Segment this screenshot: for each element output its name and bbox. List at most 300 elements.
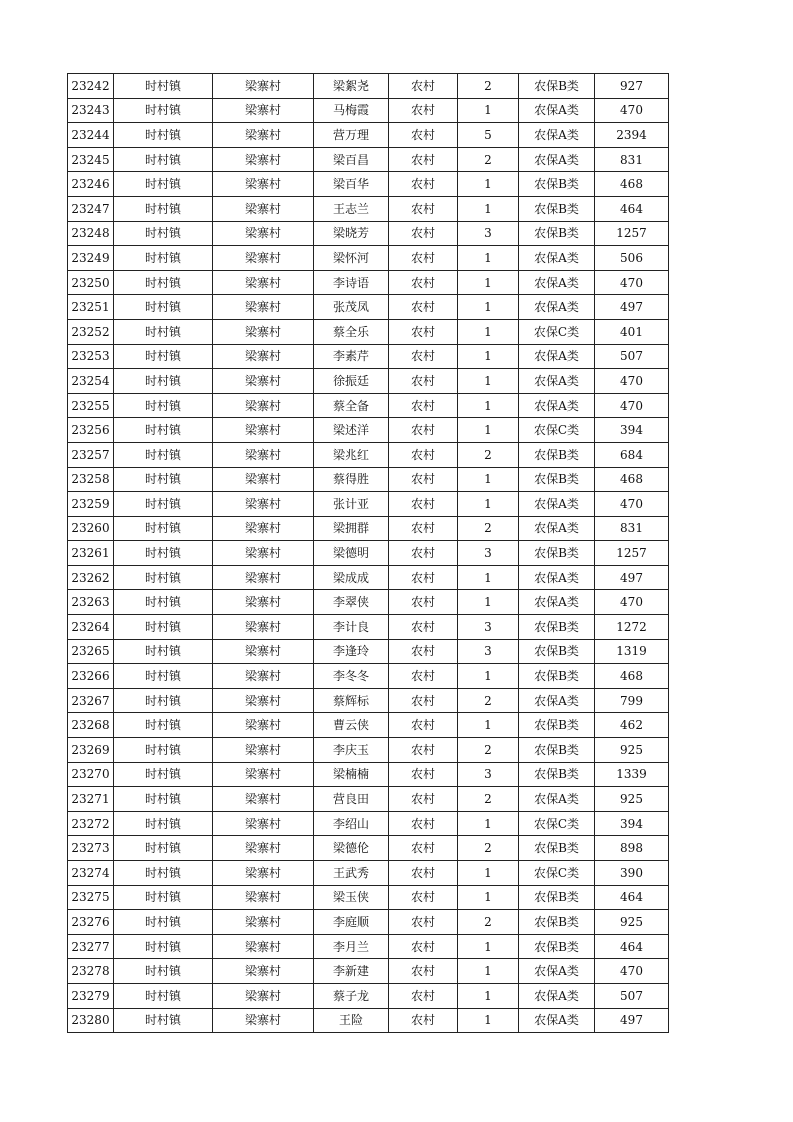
cell-count: 1 (458, 295, 519, 320)
table-row (68, 934, 669, 959)
cell-id: 23257 (68, 442, 114, 467)
cell-count: 2 (458, 147, 519, 172)
cell-name: 蔡子龙 (314, 983, 389, 1008)
table-row (68, 467, 669, 492)
cell-id: 23247 (68, 196, 114, 221)
cell-amount: 831 (595, 516, 669, 541)
cell-type: 农村 (389, 738, 458, 763)
cell-category: 农保A类 (519, 123, 595, 148)
cell-id: 23252 (68, 319, 114, 344)
cell-town: 时村镇 (114, 270, 213, 295)
cell-count: 2 (458, 836, 519, 861)
cell-name: 梁德明 (314, 541, 389, 566)
cell-village: 梁寨村 (213, 467, 314, 492)
cell-type: 农村 (389, 221, 458, 246)
cell-name: 张计亚 (314, 492, 389, 517)
cell-name: 梁百华 (314, 172, 389, 197)
cell-village: 梁寨村 (213, 1008, 314, 1033)
cell-id: 23280 (68, 1008, 114, 1033)
table-row (68, 98, 669, 123)
cell-category: 农保B类 (519, 713, 595, 738)
cell-amount: 470 (595, 492, 669, 517)
cell-village: 梁寨村 (213, 959, 314, 984)
cell-village: 梁寨村 (213, 541, 314, 566)
cell-count: 1 (458, 664, 519, 689)
cell-category: 农保A类 (519, 983, 595, 1008)
table-row (68, 565, 669, 590)
cell-category: 农保B类 (519, 836, 595, 861)
cell-amount: 470 (595, 369, 669, 394)
cell-name: 李绍山 (314, 811, 389, 836)
cell-type: 农村 (389, 934, 458, 959)
cell-type: 农村 (389, 172, 458, 197)
cell-id: 23265 (68, 639, 114, 664)
cell-village: 梁寨村 (213, 172, 314, 197)
cell-id: 23246 (68, 172, 114, 197)
cell-type: 农村 (389, 836, 458, 861)
cell-name: 李月兰 (314, 934, 389, 959)
cell-id: 23245 (68, 147, 114, 172)
cell-amount: 506 (595, 246, 669, 271)
cell-category: 农保B类 (519, 934, 595, 959)
cell-village: 梁寨村 (213, 344, 314, 369)
cell-name: 李冬冬 (314, 664, 389, 689)
cell-name: 梁德伦 (314, 836, 389, 861)
cell-name: 王志兰 (314, 196, 389, 221)
cell-count: 2 (458, 738, 519, 763)
cell-name: 李诗语 (314, 270, 389, 295)
table-row (68, 590, 669, 615)
cell-town: 时村镇 (114, 664, 213, 689)
cell-amount: 470 (595, 270, 669, 295)
cell-category: 农保B类 (519, 615, 595, 640)
cell-count: 2 (458, 787, 519, 812)
cell-category: 农保A类 (519, 1008, 595, 1033)
cell-type: 农村 (389, 713, 458, 738)
cell-village: 梁寨村 (213, 74, 314, 99)
cell-category: 农保B类 (519, 762, 595, 787)
cell-count: 3 (458, 762, 519, 787)
cell-category: 农保B类 (519, 910, 595, 935)
cell-category: 农保A类 (519, 590, 595, 615)
cell-category: 农保A类 (519, 246, 595, 271)
cell-type: 农村 (389, 319, 458, 344)
cell-id: 23248 (68, 221, 114, 246)
cell-type: 农村 (389, 615, 458, 640)
cell-id: 23251 (68, 295, 114, 320)
cell-count: 2 (458, 516, 519, 541)
cell-count: 3 (458, 639, 519, 664)
cell-name: 李庆玉 (314, 738, 389, 763)
cell-id: 23274 (68, 861, 114, 886)
cell-category: 农保B类 (519, 74, 595, 99)
cell-category: 农保C类 (519, 861, 595, 886)
cell-name: 梁絮尧 (314, 74, 389, 99)
cell-type: 农村 (389, 516, 458, 541)
cell-type: 农村 (389, 664, 458, 689)
table-row (68, 664, 669, 689)
cell-count: 1 (458, 811, 519, 836)
cell-id: 23268 (68, 713, 114, 738)
cell-name: 梁怀河 (314, 246, 389, 271)
cell-type: 农村 (389, 196, 458, 221)
cell-category: 农保B类 (519, 221, 595, 246)
cell-amount: 464 (595, 934, 669, 959)
cell-village: 梁寨村 (213, 319, 314, 344)
cell-amount: 2394 (595, 123, 669, 148)
cell-count: 1 (458, 369, 519, 394)
cell-town: 时村镇 (114, 615, 213, 640)
cell-village: 梁寨村 (213, 270, 314, 295)
cell-amount: 684 (595, 442, 669, 467)
cell-village: 梁寨村 (213, 393, 314, 418)
table-row (68, 615, 669, 640)
cell-type: 农村 (389, 787, 458, 812)
cell-category: 农保B类 (519, 885, 595, 910)
cell-amount: 390 (595, 861, 669, 886)
cell-category: 农保A类 (519, 147, 595, 172)
cell-amount: 394 (595, 811, 669, 836)
cell-name: 梁楠楠 (314, 762, 389, 787)
cell-village: 梁寨村 (213, 664, 314, 689)
cell-name: 梁兆红 (314, 442, 389, 467)
cell-village: 梁寨村 (213, 713, 314, 738)
cell-type: 农村 (389, 811, 458, 836)
cell-name: 梁百昌 (314, 147, 389, 172)
cell-name: 蔡辉标 (314, 688, 389, 713)
cell-village: 梁寨村 (213, 861, 314, 886)
cell-category: 农保C类 (519, 811, 595, 836)
table-row (68, 196, 669, 221)
cell-amount: 497 (595, 565, 669, 590)
cell-type: 农村 (389, 98, 458, 123)
cell-count: 3 (458, 541, 519, 566)
cell-count: 1 (458, 934, 519, 959)
cell-count: 1 (458, 1008, 519, 1033)
cell-count: 1 (458, 565, 519, 590)
cell-village: 梁寨村 (213, 123, 314, 148)
table-row (68, 442, 669, 467)
cell-village: 梁寨村 (213, 246, 314, 271)
cell-id: 23275 (68, 885, 114, 910)
cell-amount: 1339 (595, 762, 669, 787)
cell-amount: 401 (595, 319, 669, 344)
cell-count: 1 (458, 467, 519, 492)
table-row (68, 836, 669, 861)
table-row (68, 492, 669, 517)
cell-count: 1 (458, 246, 519, 271)
cell-amount: 1319 (595, 639, 669, 664)
table-row (68, 295, 669, 320)
cell-count: 2 (458, 74, 519, 99)
cell-town: 时村镇 (114, 319, 213, 344)
cell-town: 时村镇 (114, 246, 213, 271)
table-row (68, 123, 669, 148)
cell-count: 1 (458, 98, 519, 123)
cell-name: 梁玉侠 (314, 885, 389, 910)
cell-category: 农保A类 (519, 393, 595, 418)
table-row (68, 1008, 669, 1033)
cell-amount: 470 (595, 98, 669, 123)
cell-town: 时村镇 (114, 442, 213, 467)
cell-category: 农保A类 (519, 369, 595, 394)
cell-id: 23255 (68, 393, 114, 418)
cell-id: 23269 (68, 738, 114, 763)
cell-type: 农村 (389, 959, 458, 984)
cell-amount: 1272 (595, 615, 669, 640)
cell-type: 农村 (389, 246, 458, 271)
cell-type: 农村 (389, 762, 458, 787)
cell-id: 23242 (68, 74, 114, 99)
records-table (67, 73, 669, 1033)
cell-count: 1 (458, 418, 519, 443)
cell-type: 农村 (389, 983, 458, 1008)
cell-category: 农保B类 (519, 196, 595, 221)
cell-category: 农保A类 (519, 295, 595, 320)
table-row (68, 369, 669, 394)
cell-town: 时村镇 (114, 836, 213, 861)
cell-amount: 925 (595, 738, 669, 763)
cell-village: 梁寨村 (213, 738, 314, 763)
cell-name: 梁晓芳 (314, 221, 389, 246)
cell-id: 23256 (68, 418, 114, 443)
cell-count: 2 (458, 442, 519, 467)
table-row (68, 811, 669, 836)
cell-village: 梁寨村 (213, 762, 314, 787)
cell-name: 梁拥群 (314, 516, 389, 541)
cell-id: 23277 (68, 934, 114, 959)
cell-town: 时村镇 (114, 910, 213, 935)
cell-type: 农村 (389, 270, 458, 295)
cell-count: 1 (458, 861, 519, 886)
cell-town: 时村镇 (114, 295, 213, 320)
table-row (68, 270, 669, 295)
cell-amount: 497 (595, 295, 669, 320)
cell-amount: 497 (595, 1008, 669, 1033)
cell-id: 23250 (68, 270, 114, 295)
cell-village: 梁寨村 (213, 811, 314, 836)
cell-village: 梁寨村 (213, 492, 314, 517)
cell-id: 23259 (68, 492, 114, 517)
cell-name: 李计良 (314, 615, 389, 640)
cell-amount: 925 (595, 910, 669, 935)
cell-town: 时村镇 (114, 369, 213, 394)
table-row (68, 762, 669, 787)
table-row (68, 516, 669, 541)
cell-town: 时村镇 (114, 590, 213, 615)
cell-count: 2 (458, 688, 519, 713)
cell-type: 农村 (389, 74, 458, 99)
cell-count: 1 (458, 492, 519, 517)
cell-name: 曹云侠 (314, 713, 389, 738)
cell-category: 农保A类 (519, 959, 595, 984)
cell-id: 23271 (68, 787, 114, 812)
cell-category: 农保A类 (519, 688, 595, 713)
cell-category: 农保A类 (519, 516, 595, 541)
cell-category: 农保C类 (519, 319, 595, 344)
cell-town: 时村镇 (114, 98, 213, 123)
cell-type: 农村 (389, 861, 458, 886)
cell-id: 23276 (68, 910, 114, 935)
cell-type: 农村 (389, 418, 458, 443)
cell-id: 23249 (68, 246, 114, 271)
cell-amount: 470 (595, 393, 669, 418)
cell-amount: 831 (595, 147, 669, 172)
cell-town: 时村镇 (114, 492, 213, 517)
cell-village: 梁寨村 (213, 910, 314, 935)
cell-amount: 925 (595, 787, 669, 812)
table-row (68, 910, 669, 935)
cell-id: 23253 (68, 344, 114, 369)
table-row (68, 861, 669, 886)
cell-count: 5 (458, 123, 519, 148)
cell-amount: 1257 (595, 221, 669, 246)
cell-amount: 927 (595, 74, 669, 99)
cell-amount: 468 (595, 172, 669, 197)
cell-town: 时村镇 (114, 713, 213, 738)
table-row (68, 959, 669, 984)
cell-count: 1 (458, 270, 519, 295)
cell-name: 马梅霞 (314, 98, 389, 123)
cell-village: 梁寨村 (213, 934, 314, 959)
table-row (68, 172, 669, 197)
table-row (68, 147, 669, 172)
cell-type: 农村 (389, 590, 458, 615)
cell-category: 农保B类 (519, 639, 595, 664)
cell-type: 农村 (389, 1008, 458, 1033)
cell-amount: 1257 (595, 541, 669, 566)
cell-village: 梁寨村 (213, 688, 314, 713)
table-row (68, 688, 669, 713)
cell-amount: 507 (595, 983, 669, 1008)
cell-town: 时村镇 (114, 565, 213, 590)
cell-amount: 470 (595, 590, 669, 615)
cell-id: 23278 (68, 959, 114, 984)
cell-amount: 470 (595, 959, 669, 984)
cell-count: 1 (458, 713, 519, 738)
cell-town: 时村镇 (114, 787, 213, 812)
cell-count: 3 (458, 221, 519, 246)
cell-amount: 898 (595, 836, 669, 861)
table-row (68, 319, 669, 344)
cell-id: 23270 (68, 762, 114, 787)
cell-category: 农保B类 (519, 467, 595, 492)
table-row (68, 344, 669, 369)
cell-town: 时村镇 (114, 467, 213, 492)
table-row (68, 246, 669, 271)
cell-type: 农村 (389, 910, 458, 935)
cell-village: 梁寨村 (213, 787, 314, 812)
cell-type: 农村 (389, 442, 458, 467)
cell-amount: 468 (595, 467, 669, 492)
cell-type: 农村 (389, 147, 458, 172)
cell-id: 23264 (68, 615, 114, 640)
cell-category: 农保B类 (519, 664, 595, 689)
cell-category: 农保A类 (519, 98, 595, 123)
cell-village: 梁寨村 (213, 98, 314, 123)
table-row (68, 221, 669, 246)
cell-town: 时村镇 (114, 541, 213, 566)
cell-village: 梁寨村 (213, 442, 314, 467)
cell-count: 1 (458, 172, 519, 197)
cell-name: 营万理 (314, 123, 389, 148)
cell-amount: 464 (595, 196, 669, 221)
cell-town: 时村镇 (114, 74, 213, 99)
cell-category: 农保B类 (519, 541, 595, 566)
cell-id: 23272 (68, 811, 114, 836)
cell-town: 时村镇 (114, 811, 213, 836)
cell-town: 时村镇 (114, 123, 213, 148)
cell-type: 农村 (389, 885, 458, 910)
cell-id: 23254 (68, 369, 114, 394)
cell-village: 梁寨村 (213, 590, 314, 615)
cell-name: 李素芹 (314, 344, 389, 369)
cell-amount: 799 (595, 688, 669, 713)
cell-count: 3 (458, 615, 519, 640)
cell-village: 梁寨村 (213, 639, 314, 664)
cell-name: 李新建 (314, 959, 389, 984)
cell-category: 农保A类 (519, 344, 595, 369)
cell-type: 农村 (389, 492, 458, 517)
cell-village: 梁寨村 (213, 836, 314, 861)
cell-category: 农保B类 (519, 738, 595, 763)
cell-type: 农村 (389, 541, 458, 566)
cell-category: 农保B类 (519, 442, 595, 467)
cell-town: 时村镇 (114, 762, 213, 787)
table-body (68, 74, 669, 1033)
cell-name: 王险 (314, 1008, 389, 1033)
cell-category: 农保A类 (519, 565, 595, 590)
cell-category: 农保B类 (519, 172, 595, 197)
cell-village: 梁寨村 (213, 885, 314, 910)
cell-town: 时村镇 (114, 738, 213, 763)
cell-type: 农村 (389, 369, 458, 394)
cell-count: 1 (458, 319, 519, 344)
cell-village: 梁寨村 (213, 221, 314, 246)
cell-name: 徐振廷 (314, 369, 389, 394)
cell-type: 农村 (389, 344, 458, 369)
cell-name: 蔡全备 (314, 393, 389, 418)
cell-type: 农村 (389, 639, 458, 664)
cell-village: 梁寨村 (213, 418, 314, 443)
cell-town: 时村镇 (114, 221, 213, 246)
cell-town: 时村镇 (114, 861, 213, 886)
cell-type: 农村 (389, 467, 458, 492)
cell-id: 23244 (68, 123, 114, 148)
cell-name: 王武秀 (314, 861, 389, 886)
cell-type: 农村 (389, 123, 458, 148)
cell-village: 梁寨村 (213, 147, 314, 172)
cell-category: 农保A类 (519, 492, 595, 517)
cell-town: 时村镇 (114, 639, 213, 664)
cell-town: 时村镇 (114, 196, 213, 221)
cell-village: 梁寨村 (213, 369, 314, 394)
cell-id: 23261 (68, 541, 114, 566)
cell-name: 张茂凤 (314, 295, 389, 320)
cell-count: 2 (458, 910, 519, 935)
cell-id: 23273 (68, 836, 114, 861)
cell-village: 梁寨村 (213, 615, 314, 640)
cell-village: 梁寨村 (213, 295, 314, 320)
cell-name: 李逢玲 (314, 639, 389, 664)
cell-amount: 464 (595, 885, 669, 910)
cell-category: 农保C类 (519, 418, 595, 443)
cell-amount: 394 (595, 418, 669, 443)
cell-town: 时村镇 (114, 344, 213, 369)
cell-town: 时村镇 (114, 934, 213, 959)
table-row (68, 713, 669, 738)
cell-town: 时村镇 (114, 688, 213, 713)
